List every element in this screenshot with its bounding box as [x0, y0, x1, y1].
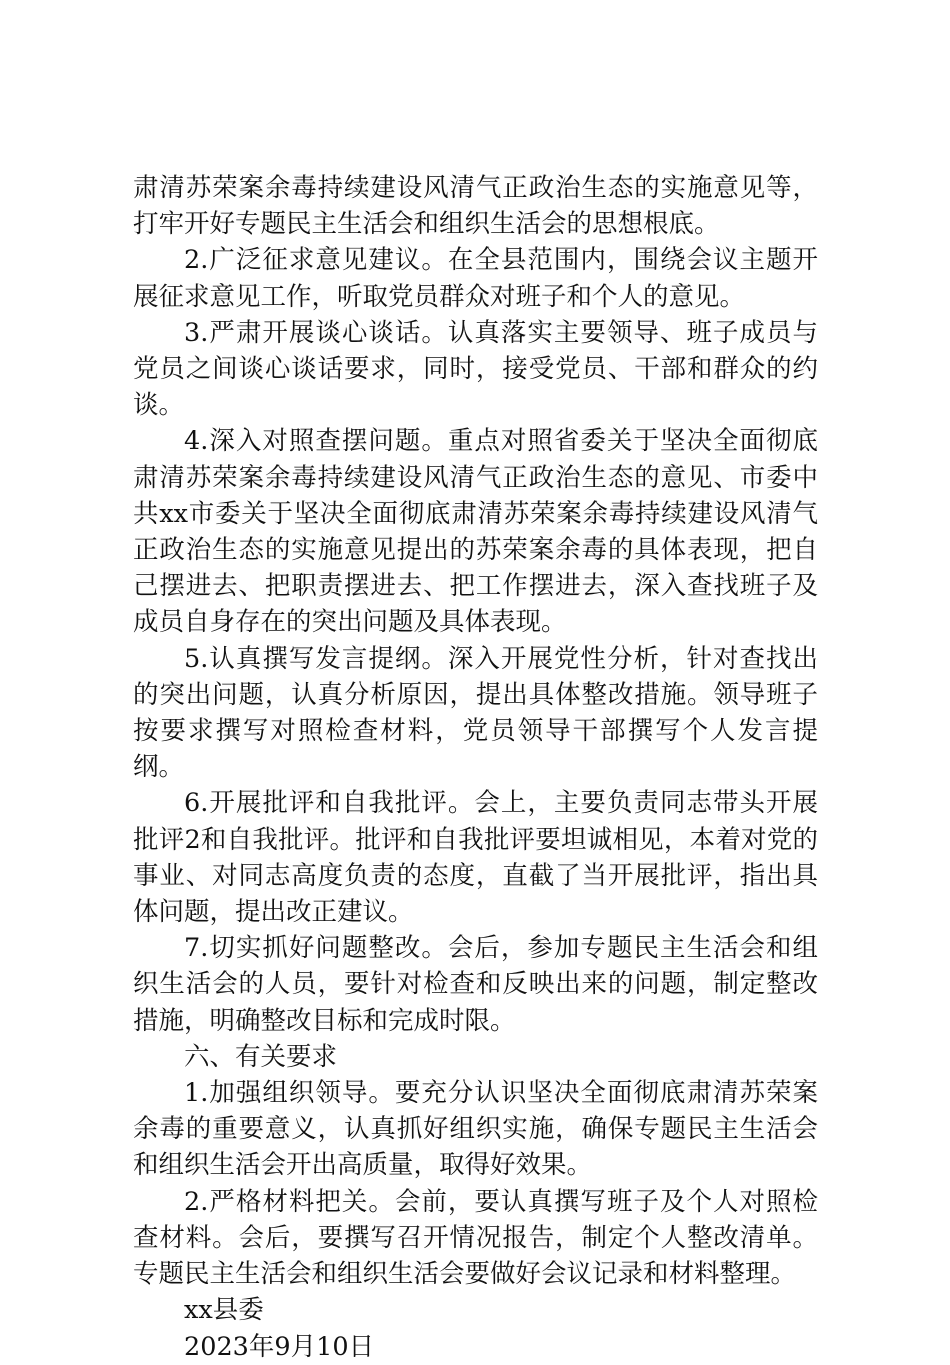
paragraph-item-7: 7.切实抓好问题整改。会后，参加专题民主生活会和组织生活会的人员，要针对检查和反映出来的问题，制定整改措施，明确整改目标和完成时限。	[133, 933, 818, 1036]
paragraph-item-6: 6.开展批评和自我批评。会上，主要负责同志带头开展批评2和自我批评。批评和自我批评要坦诚相见，本着对党的事业、对同志高度负责的态度，直截了当开展批评，指出具体问题，提出改正建议。	[133, 788, 818, 928]
signature-organization: xx县委	[184, 1295, 264, 1326]
paragraph-item-5: 5.认真撰写发言提纲。深入开展党性分析，针对查找出的突出问题，认真分析原因，提出具体整改措施。领导班子按要求撰写对照检查材料，党员领导干部撰写个人发言提纲。	[133, 643, 818, 783]
paragraph-item-3: 3.严肃开展谈心谈话。认真落实主要领导、班子成员与党员之间谈心谈话要求，同时，接受党员、干部和群众的约谈。	[133, 317, 818, 421]
signature-date: 2023年9月10日	[184, 1331, 375, 1362]
paragraph-item-4: 4.深入对照查摆问题。重点对照省委关于坚决全面彻底肃清苏荣案余毒持续建设风清气正政治生态的意见、市委中共xx市委关于坚决全面彻底肃清苏荣案余毒持续建设风清气正政治生态的实施意见提出的苏荣案余毒的具体表现，把自己摆进去、把职责摆进去、把工作摆进去，深入查找班子及成员自身存在的突出问题及具体表现。	[133, 426, 818, 638]
section-heading-requirements: 六、有关要求	[184, 1041, 338, 1072]
requirement-item-1: 1.加强组织领导。要充分认识坚决全面彻底肃清苏荣案余毒的重要意义，认真抓好组织实施，确保专题民主生活会和组织生活会开出高质量，取得好效果。	[133, 1078, 818, 1181]
requirement-item-2: 2.严格材料把关。会前，要认真撰写班子及个人对照检查材料。会后，要撰写召开情况报告，制定个人整改清单。专题民主生活会和组织生活会要做好会议记录和材料整理。	[133, 1186, 818, 1290]
paragraph-item-2: 2.广泛征求意见建议。在全县范围内，围绕会议主题开展征求意见工作，听取党员群众对班子和个人的意见。	[133, 245, 818, 312]
paragraph-continuation: 肃清苏荣案余毒持续建设风清气正政治生态的实施意见等，打牢开好专题民主生活会和组织生活会的思想根底。	[133, 173, 818, 240]
document-body	[133, 170, 818, 1365]
